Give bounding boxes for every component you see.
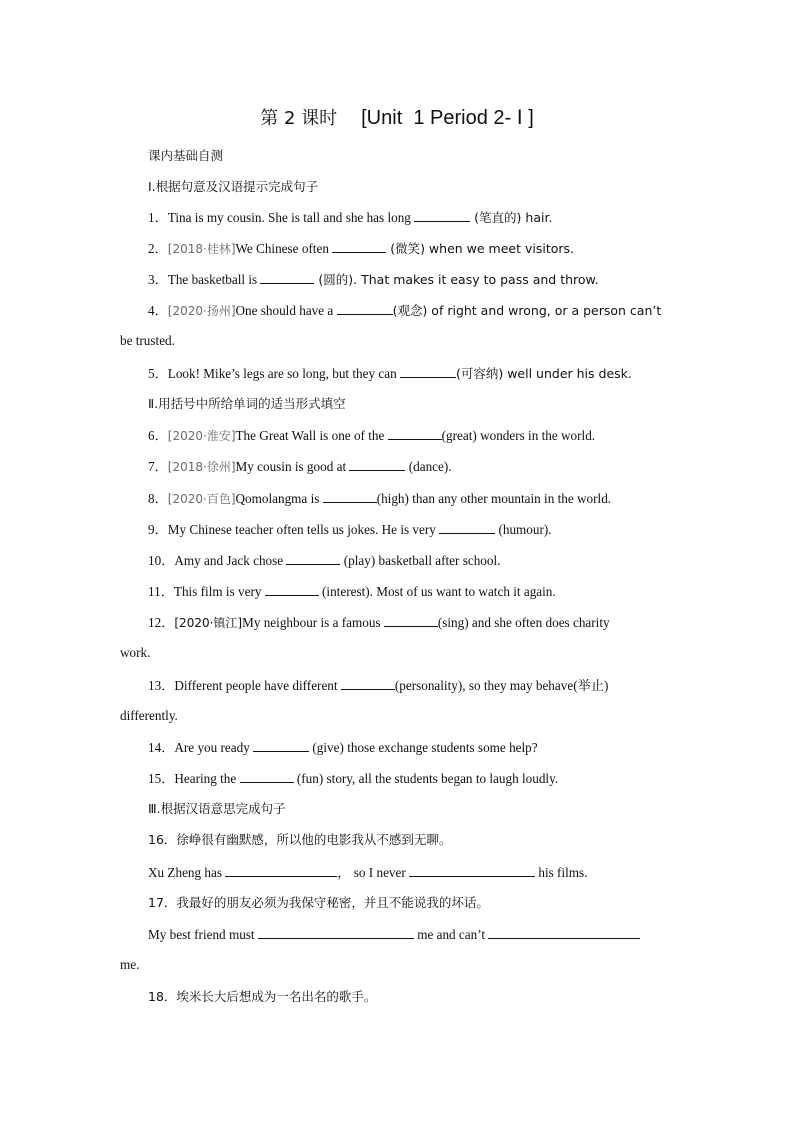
question-3: 3．The basketball is (圆的). That makes it easy to pass and throw. — [148, 269, 674, 290]
answer-blank[interactable] — [341, 675, 395, 690]
answer-blank[interactable] — [488, 924, 640, 939]
question-9: 9．My Chinese teacher often tells us jokes. He is very (humour). — [148, 519, 674, 540]
question-17-continued: me. — [120, 957, 140, 972]
question-10: 10．Amy and Jack chose (play) basketball after school. — [148, 550, 674, 571]
question-1: 1．Tina is my cousin. She is tall and she has long (笔直的) hair. — [148, 207, 674, 228]
question-5: 5．Look! Mike’s legs are so long, but they can (可容纳) well under his desk. — [148, 363, 674, 384]
answer-blank[interactable] — [332, 238, 386, 253]
part2-heading: Ⅱ.用括号中所给单词的适当形式填空 — [148, 396, 346, 411]
question-16-english: Xu Zheng has ， so I never his films. — [148, 862, 674, 883]
section-heading: 课内基础自测 — [148, 148, 224, 163]
question-2: 2．[2018·桂林]We Chinese often (微笑) when we meet visitors. — [148, 238, 674, 259]
answer-blank[interactable] — [286, 550, 340, 565]
question-11: 11．This film is very (interest). Most of us want to watch it again. — [148, 581, 674, 602]
answer-blank[interactable] — [414, 207, 470, 222]
question-4: 4．[2020·扬州]One should have a (观念) of right and wrong, or a person can’t — [148, 300, 674, 321]
answer-blank[interactable] — [409, 862, 535, 877]
answer-blank[interactable] — [240, 768, 294, 783]
question-7: 7．[2018·徐州]My cousin is good at (dance). — [148, 456, 674, 477]
page-title — [0, 104, 794, 130]
question-8: 8．[2020·百色]Qomolangma is (high) than any other mountain in the world. — [148, 488, 674, 509]
question-6: 6．[2020·淮安]The Great Wall is one of the (great) wonders in the world. — [148, 425, 674, 446]
answer-blank[interactable] — [439, 519, 495, 534]
answer-blank[interactable] — [258, 924, 414, 939]
question-13: 13．Different people have different (personality), so they may behave(举止) — [148, 675, 674, 696]
answer-blank[interactable] — [323, 488, 377, 503]
question-4-continued: be trusted. — [120, 333, 175, 348]
question-16: 16．徐峥很有幽默感，所以他的电影我从不感到无聊。 — [148, 832, 452, 847]
question-12: 12．[2020·镇江]My neighbour is a famous (sing) and she often does charity — [148, 612, 674, 633]
question-17: 17．我最好的朋友必须为我保守秘密，并且不能说我的坏话。 — [148, 895, 489, 910]
unit-title: [Unit 1 Period 2- Ⅰ ] — [361, 107, 534, 129]
question-12-continued: work. — [120, 645, 151, 660]
part1-heading: Ⅰ.根据句意及汉语提示完成句子 — [148, 179, 319, 194]
question-18: 18．埃米长大后想成为一名出名的歌手。 — [148, 989, 377, 1004]
answer-blank[interactable] — [253, 737, 309, 752]
answer-blank[interactable] — [337, 300, 393, 315]
question-13-continued: differently. — [120, 708, 178, 723]
question-14: 14．Are you ready (give) those exchange students some help? — [148, 737, 674, 758]
part3-heading: Ⅲ.根据汉语意思完成句子 — [148, 801, 286, 816]
question-15: 15．Hearing the (fun) story, all the students began to laugh loudly. — [148, 768, 674, 789]
answer-blank[interactable] — [388, 425, 442, 440]
answer-blank[interactable] — [400, 363, 456, 378]
answer-blank[interactable] — [265, 581, 319, 596]
answer-blank[interactable] — [260, 269, 314, 284]
answer-blank[interactable] — [384, 612, 438, 627]
answer-blank[interactable] — [349, 456, 405, 471]
lesson-title: 第 2 课时 — [260, 108, 338, 129]
question-17-english: My best friend must me and can’t — [148, 924, 674, 945]
answer-blank[interactable] — [225, 862, 337, 877]
